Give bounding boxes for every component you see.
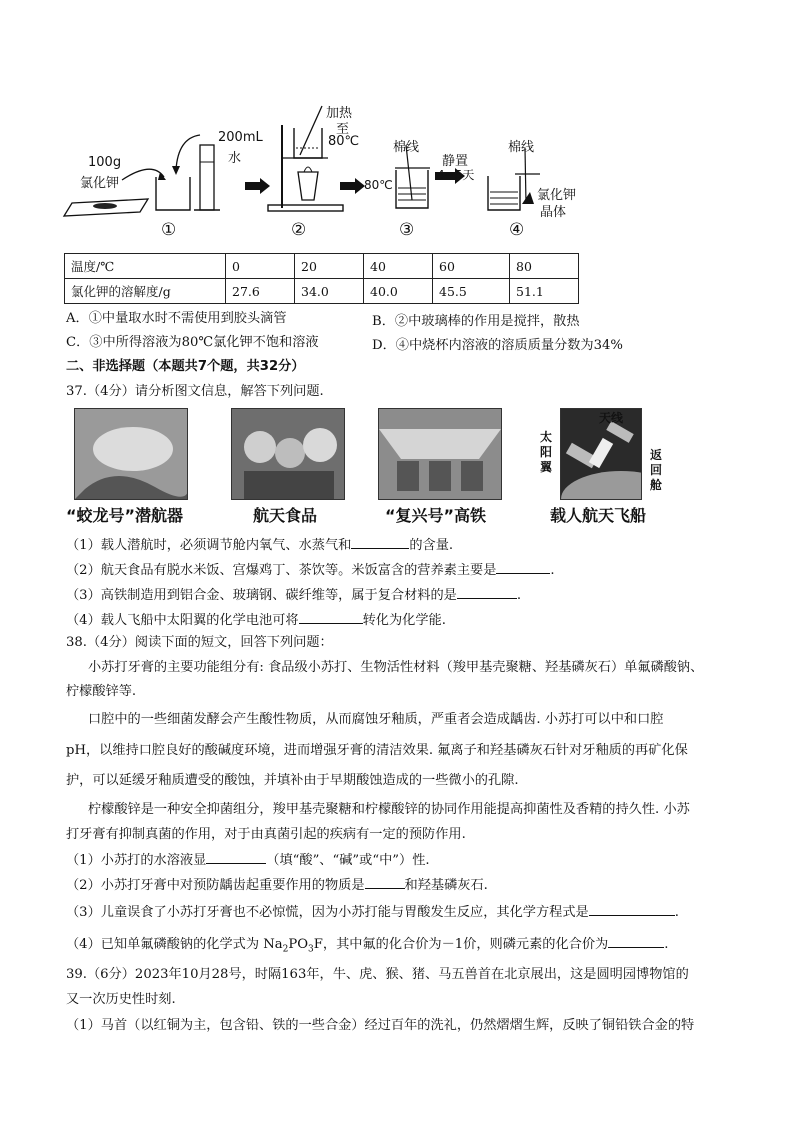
jiaolong-photo — [74, 408, 188, 500]
q38-sub-1: （1）小苏打的水溶液显 （填“酸”、“碱”或“中”）性. — [66, 850, 430, 870]
return-capsule-label: 返回舱 — [650, 448, 663, 492]
table-row — [65, 254, 579, 279]
space-food-photo — [231, 408, 345, 500]
step-1-label: ① — [161, 220, 177, 240]
kcl-name-label: 氯化钾 — [80, 176, 120, 191]
table-cell: 34.0 — [295, 279, 364, 304]
fuxing-caption: “复兴号”高铁 — [385, 506, 487, 525]
q37-sub-2: （2）航天食品有脱水米饭、宫爆鸡丁、茶饮等。米饭富含的营养素主要是 . — [66, 560, 555, 580]
fuxing-train-photo — [378, 408, 502, 500]
kcl-mass-label: 100g — [88, 155, 122, 170]
space-food-caption: 航天食品 — [253, 506, 318, 525]
cotton-label-1: 棉线 — [393, 140, 420, 155]
heat-to-label: 至 — [336, 122, 350, 137]
answer-blank[interactable] — [299, 610, 363, 624]
answer-blank[interactable] — [351, 535, 409, 549]
q38-paragraph-1: 小苏打牙膏的主要功能组分有: 食品级小苏打、生物活性材料（羧甲基壳聚糖、羟基磷灰石）单氟磷酸钠、 — [88, 660, 704, 675]
table-cell: 40 — [364, 254, 433, 279]
heat-label: 加热 — [326, 106, 353, 121]
q38-paragraph-2-end: 护，可以延缓牙釉质遭受的酸蚀，并填补由于早期酸蚀造成的一些微小的孔隙. — [66, 773, 519, 788]
water-volume-label: 200mL — [218, 130, 263, 145]
table-cell: 45.5 — [433, 279, 510, 304]
table-cell: 60 — [433, 254, 510, 279]
apparatus-drawing — [60, 100, 580, 245]
heat-temp-label: 80℃ — [328, 134, 360, 149]
answer-blank[interactable] — [457, 585, 517, 599]
option-a: A．①中量取水时不需使用到胶头滴管 — [66, 311, 287, 326]
answer-blank[interactable] — [496, 560, 550, 574]
answer-blank[interactable] — [206, 850, 266, 864]
crystal-label-2: 晶体 — [540, 205, 567, 220]
q38-paragraph-3-cont: 打牙膏有抑制真菌的作用，对于由真菌引起的疾病有一定的预防作用. — [66, 827, 466, 842]
answer-blank[interactable] — [589, 902, 675, 916]
answer-blank[interactable] — [608, 934, 664, 948]
jiaolong-caption: “蛟龙号”潜航器 — [66, 506, 184, 525]
step-2-label: ② — [291, 220, 307, 240]
q38-paragraph-2-cont: pH，以维持口腔良好的酸碱度环境，进而增强牙膏的清洁效果. 氟离子和羟基磷灰石针对牙釉质的再矿化保 — [66, 743, 688, 758]
q38-sub-3: （3）儿童误食了小苏打牙膏也不必惊慌，因为小苏打能与胃酸发生反应，其化学方程式是 . — [66, 902, 679, 922]
antenna-label: 天线 — [599, 411, 624, 425]
q38-stem: 38.（4分）阅读下面的短文，回答下列问题： — [66, 635, 333, 650]
q38-paragraph-3: 柠檬酸锌是一种安全抑菌组分，羧甲基壳聚糖和柠檬酸锌的协同作用能提高抑菌性及香精的持久性. 小苏 — [88, 802, 690, 817]
answer-blank[interactable] — [365, 875, 405, 889]
q38-sub-4: （4）已知单氟磷酸钠的化学式为 $Na_2PO_3F$，其中氟的化合价为－1价，则磷元素的化合价为 . — [66, 934, 668, 959]
step-3-label: ③ — [399, 220, 415, 240]
q37-sub-1: （1）载人潜航时，必须调节舱内氧气、水蒸气和 的含量. — [66, 535, 453, 555]
section-heading: 二、非选择题（本题共7个题，共32分） — [66, 359, 305, 374]
q39-stem-cont: 又一次历史性时刻. — [66, 992, 176, 1007]
table-cell: 0 — [226, 254, 295, 279]
q37-stem: 37.（4分）请分析图文信息，解答下列问题. — [66, 384, 324, 399]
cotton-label-2: 棉线 — [508, 140, 535, 155]
table-cell: 51.1 — [510, 279, 579, 304]
step-4-label: ④ — [509, 220, 525, 240]
water-label: 水 — [228, 151, 242, 166]
q38-paragraph-2: 口腔中的一些细菌发酵会产生酸性物质，从而腐蚀牙釉质，严重者会造成龋齿. 小苏打可以中和口腔 — [88, 712, 664, 727]
table-cell: 氯化钾的溶解度/g — [65, 279, 226, 304]
solubility-table — [64, 253, 579, 304]
table-cell: 20 — [295, 254, 364, 279]
temp-80-label: 80℃ — [364, 178, 393, 192]
q38-sub-2: （2）小苏打牙膏中对预防龋齿起重要作用的物质是 和羟基磷灰石. — [66, 875, 488, 895]
q39-stem: 39.（6分）2023年10月28号，时隔163年，牛、虎、猴、猪、马五兽首在北京展出，这是圆明园博物馆的 — [66, 967, 689, 982]
q37-sub-3: （3）高铁制造用到铝合金、玻璃钢、碳纤维等，属于复合材料的是 . — [66, 585, 521, 605]
table-row — [65, 279, 579, 304]
crystal-label-1: 氯化钾 — [537, 188, 577, 203]
table-cell: 40.0 — [364, 279, 433, 304]
spaceship-caption: 载人航天飞船 — [550, 506, 647, 525]
experiment-diagram — [60, 100, 580, 245]
option-b: B．②中玻璃棒的作用是搅拌，散热 — [372, 314, 580, 329]
table-cell: 27.6 — [226, 279, 295, 304]
q39-sub-1: （1）马首（以红铜为主，包含铅、铁的一些合金）经过百年的洗礼，仍然熠熠生辉，反映了铜铅铁合金的特 — [66, 1018, 695, 1033]
table-cell: 温度/℃ — [65, 254, 226, 279]
q37-sub-4: （4）载人飞船中太阳翼的化学电池可将 转化为化学能. — [66, 610, 446, 630]
still-label: 静置 — [442, 154, 469, 169]
option-c: C．③中所得溶液为80℃氯化钾不饱和溶液 — [66, 335, 319, 350]
still-days-label: 4~5天 — [437, 168, 475, 182]
solar-wing-label: 太阳翼 — [540, 430, 553, 474]
q38-paragraph-1-cont: 柠檬酸锌等. — [66, 684, 137, 699]
table-cell: 80 — [510, 254, 579, 279]
option-d: D．④中烧杯内溶液的溶质质量分数为34% — [372, 338, 623, 353]
